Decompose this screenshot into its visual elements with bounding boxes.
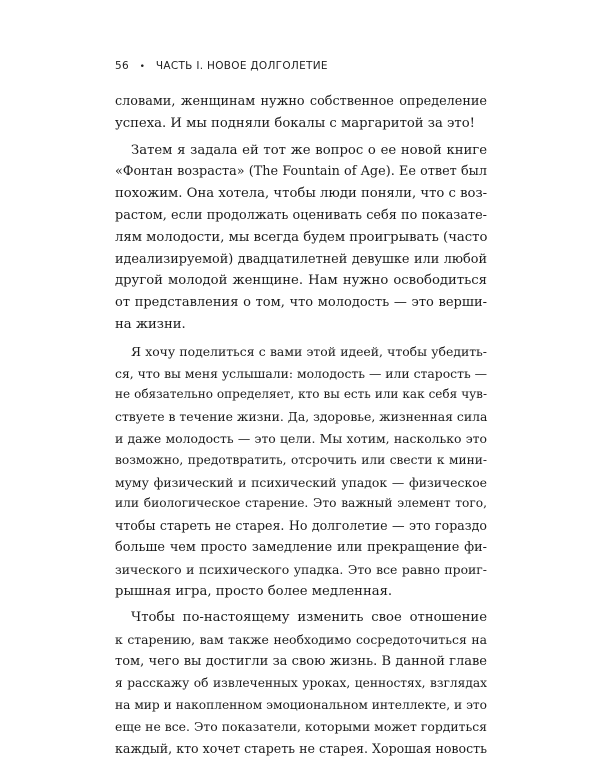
- section-title: ЧАСТЬ I. НОВОЕ ДОЛГОЛЕТИЕ: [155, 60, 328, 72]
- text-line: растом, если продолжать оценивать себя по показате-: [115, 207, 487, 223]
- text-line: лям молодости, мы всегда будем проигрывать (часто: [115, 229, 488, 245]
- running-head: [115, 59, 495, 74]
- text-line: я расскажу об извлеченных уроках, ценностях, взглядах: [115, 675, 487, 690]
- text-line: или биологическое старение. Это важный элемент того,: [115, 496, 487, 511]
- text-line: Я хочу поделиться с вами этой идеей, чтобы убедить-: [131, 343, 487, 359]
- body-text: [115, 91, 487, 760]
- page-number: 56: [115, 60, 129, 72]
- text-line: похожим. Она хотела, чтобы люди поняли, что с воз-: [115, 186, 488, 202]
- text-line: успеха. И мы подняли бокалы с маргаритой за это!: [115, 115, 475, 131]
- text-line: не обязательно определяет, кто вы есть или как себя чув-: [115, 387, 487, 402]
- text-line: на мир и накопленном эмоциональном интеллекте, и это: [115, 697, 487, 712]
- text-line: муму физический и психический упадок — физическое: [115, 474, 487, 490]
- text-line: еще не все. Это показатели, которыми может гордиться: [115, 719, 487, 735]
- text-line: рышная игра, просто более медленная.: [115, 583, 393, 599]
- text-line: ся, что вы меня услышали: молодость — или старость —: [115, 365, 488, 381]
- text-line: том, чего вы достигли за свою жизнь. В данной главе: [115, 653, 487, 669]
- text-line: каждый, кто хочет стареть не старея. Хорошая новость: [115, 741, 487, 757]
- text-line: ствуете в течение жизни. Да, здоровье, жизненная сила: [115, 409, 488, 425]
- text-line: зического и психического упадка. Это все равно проиг-: [115, 561, 487, 577]
- text-line: чтобы стареть не старея. Но долголетие — это гораздо: [115, 518, 487, 534]
- paragraph-3: [115, 341, 487, 603]
- paragraph-2: [115, 140, 487, 336]
- paragraph-4: [115, 607, 487, 760]
- text-line: больше чем просто замедление или прекращение фи-: [115, 539, 487, 555]
- text-line: от представления о том, что молодость — это верши-: [115, 295, 487, 311]
- text-line: на жизни.: [115, 316, 186, 332]
- text-line: Чтобы по-настоящему изменить свое отношение: [131, 610, 487, 626]
- text-line: возможно, предотвратить, отсрочить или свести к мини-: [115, 452, 487, 467]
- text-line: к старению, вам также необходимо сосредоточиться на: [115, 632, 487, 648]
- text-line: Затем я задала ей тот же вопрос о ее новой книге: [131, 142, 487, 158]
- text-line: и даже молодость — это цели. Мы хотим, насколько это: [115, 430, 487, 446]
- text-line: другой молодой женщине. Нам нужно освободиться: [115, 273, 487, 289]
- text-line: идеализируемой) двадцатилетней девушке или любой: [115, 251, 487, 267]
- paragraph-1: [115, 91, 487, 135]
- text-line: «Фонтан возраста» (The Fountain of Age). Ее ответ был: [115, 164, 487, 180]
- text-line: словами, женщинам нужно собственное определение: [115, 94, 487, 109]
- header-separator: •: [139, 62, 146, 72]
